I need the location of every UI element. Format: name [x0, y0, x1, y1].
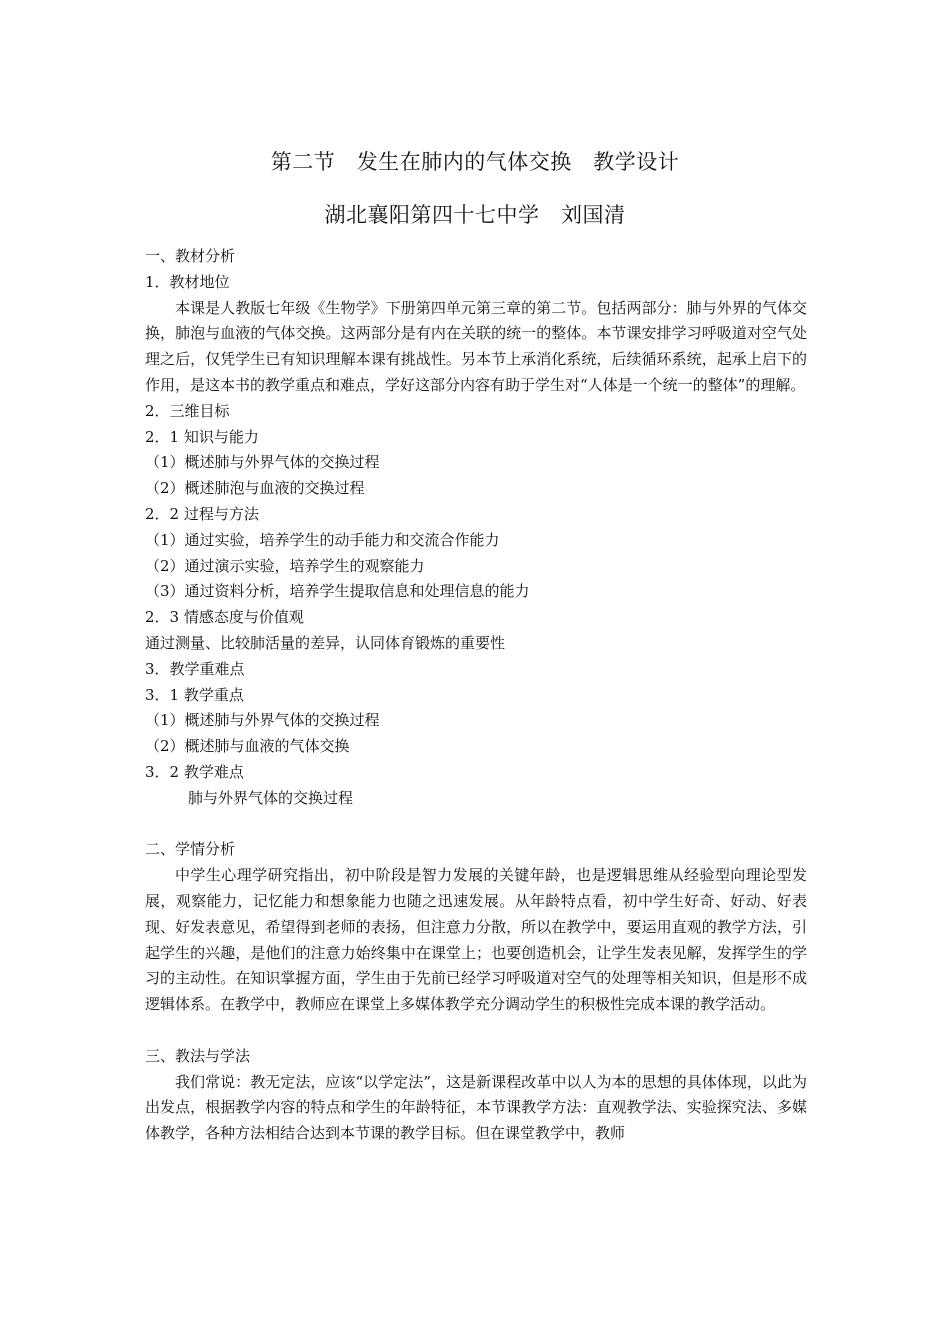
- attitude-text: 通过测量、比较肺活量的差异，认同体育锻炼的重要性: [145, 633, 506, 652]
- section-heading-3: 三、教法与学法: [145, 1046, 251, 1065]
- document-title: 第二节 发生在肺内的气体交换 教学设计: [270, 150, 680, 174]
- subsection-heading-2-1: 2．1 知识与能力: [145, 427, 259, 446]
- paragraph-textbook-position: 本课是人教版七年级《生物学》下册第四单元第三章的第二节。包括两部分：肺与外界的气体交换，肺泡与血液的气体交换。这两部分是有内在关联的统一的整体。本节课安排学习呼吸道对空气处理之后，仅凭学生已有知识理解本课有挑战性。另本节上承消化系统，后续循环系统，起承上启下的作用，是这本书的教学重点和难点，学好这部分内容有助于学生对“人体是一个统一的整体”的理解。: [145, 298, 807, 394]
- document-author: 湖北襄阳第四十七中学 刘国清: [324, 203, 626, 227]
- subsection-heading-1-3: 3．教学重难点: [145, 659, 245, 678]
- list-item: （2）概述肺与血液的气体交换: [145, 737, 350, 756]
- subsection-heading-3-1: 3．1 教学重点: [145, 685, 244, 704]
- list-item: （1）概述肺与外界气体的交换过程: [145, 711, 380, 730]
- subsection-heading-1-2: 2．三维目标: [145, 401, 230, 420]
- subsection-heading-2-2: 2．2 过程与方法: [145, 504, 259, 523]
- spacer: [145, 1018, 807, 1044]
- list-item: （1）概述肺与外界气体的交换过程: [145, 453, 380, 472]
- list-item: （1）通过实验，培养学生的动手能力和交流合作能力: [145, 530, 500, 549]
- document-body: [145, 244, 807, 1147]
- list-item: （2）概述肺泡与血液的交换过程: [145, 479, 365, 498]
- section-heading-2: 二、学情分析: [145, 840, 236, 859]
- subsection-heading-2-3: 2．3 情感态度与价值观: [145, 608, 304, 627]
- list-item: （3）通过资料分析，培养学生提取信息和处理信息的能力: [145, 582, 530, 601]
- section-heading-1: 一、教材分析: [145, 247, 236, 265]
- subsection-heading-3-2: 3．2 教学难点: [145, 762, 244, 781]
- paragraph-student-analysis: 中学生心理学研究指出，初中阶段是智力发展的关键年龄，也是逻辑思维从经验型向理论型发展，观察能力，记忆能力和想象能力也随之迅速发展。从年龄特点看，初中学生好奇、好动、好表现、好发表意见，希望得到老师的表扬，但注意力分散，所以在教学中，要运用直观的教学方法，引起学生的兴趣，是他们的注意力始终集中在课堂上；也要创造机会，让学生发表见解，发挥学生的学习的主动性。在知识掌握方面，学生由于先前已经学习呼吸道对空气的处理等相关知识，但是形不成逻辑体系。在教学中，教师应在课堂上多媒体教学充分调动学生的积极性完成本课的教学活动。: [145, 866, 807, 1014]
- spacer: [145, 812, 807, 838]
- list-item: （2）通过演示实验，培养学生的观察能力: [145, 556, 425, 575]
- paragraph-teaching-methods: 我们常说：教无定法，应该“以学定法”，这是新课程改革中以人为本的思想的具体体现，以此为出发点，根据教学内容的特点和学生的年龄特征，本节课教学方法：直观教学法、实验探究法、多媒体教学，各种方法相结合达到本节课的教学目标。但在课堂教学中，教师: [145, 1072, 807, 1143]
- difficulty-text: 肺与外界气体的交换过程: [188, 788, 354, 807]
- subsection-heading-1-1: 1．教材地位: [145, 272, 230, 291]
